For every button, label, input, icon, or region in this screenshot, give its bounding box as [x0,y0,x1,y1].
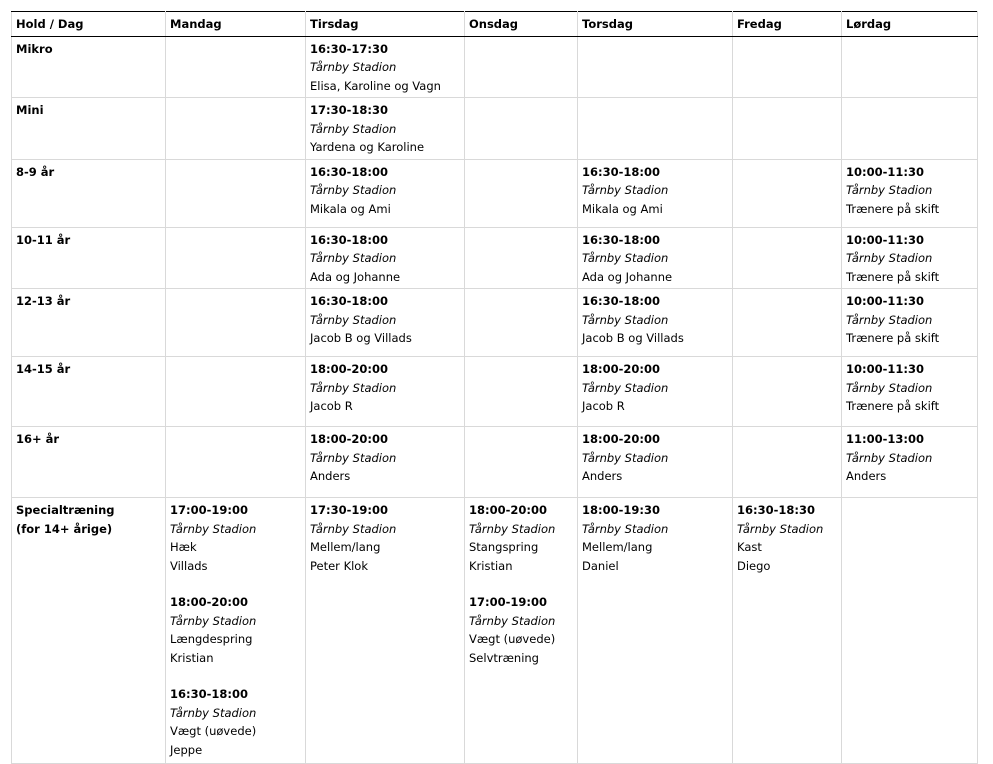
session-location: Tårnby Stadion [469,613,556,628]
session-detail: Anders [582,469,623,483]
session-detail: Stangspring [469,540,539,554]
session-time: 16:30-17:30 [310,41,388,56]
session-detail: Vægt (uøvede) [469,632,556,646]
session-time: 16:30-18:00 [582,164,660,179]
session-detail: Elisa, Karoline og Vagn [310,78,441,93]
schedule-cell [465,227,578,289]
session-location: Tårnby Stadion [582,183,669,197]
session-location: Tårnby Stadion [170,705,257,720]
session-detail: Daniel [582,558,619,573]
schedule-cell [306,98,465,160]
column-header-friday: Fredag [733,12,842,37]
team-name-cell [12,159,166,227]
session-block [170,685,301,759]
team-name-cell [12,357,166,427]
session-location: Tårnby Stadion [310,450,397,465]
session-detail: Jacob R [310,399,353,413]
session-detail: Kristian [469,558,513,573]
team-name-cell [12,36,166,98]
session-detail: Anders [846,469,887,483]
schedule-cell [733,289,842,357]
schedule-cell [166,227,306,289]
schedule-cell [733,357,842,427]
schedule-cell [842,498,978,764]
team-name-line: Specialtræning [16,503,115,517]
session-block [310,231,460,287]
session-time: 18:00-20:00 [170,595,248,609]
session-block [846,360,973,416]
schedule-cell [465,159,578,227]
session-location: Tårnby Stadion [310,521,397,536]
column-header-monday: Mandag [166,12,306,37]
session-block [582,360,728,416]
session-block [582,501,728,575]
team-name-line: 12-13 år [16,294,71,308]
column-header-team-day: Hold / Dag [12,12,166,37]
session-block [846,163,973,219]
session-block [310,163,460,219]
team-name-cell [12,289,166,357]
session-detail: Trænere på skift [846,331,940,345]
session-time: 17:00-19:00 [469,595,547,609]
session-location: Tårnby Stadion [310,312,397,327]
schedule-cell [306,289,465,357]
session-location: Tårnby Stadion [310,380,397,395]
schedule-cell [578,159,733,227]
session-detail: Trænere på skift [846,201,940,216]
session-location: Tårnby Stadion [737,521,824,536]
session-block [310,40,460,96]
session-detail: Ada og Johanne [582,269,673,284]
session-detail: Mellem/lang [582,540,653,554]
schedule-body [12,36,978,764]
schedule-row [12,98,978,160]
schedule-cell [306,36,465,98]
schedule-cell [465,98,578,160]
schedule-cell [465,357,578,427]
team-name-cell [12,227,166,289]
team-name-line: 8-9 år [16,164,55,179]
session-location: Tårnby Stadion [582,521,669,536]
schedule-cell [578,98,733,160]
session-block [582,163,728,219]
session-block [310,292,460,348]
team-name-cell [12,498,166,764]
schedule-cell [306,227,465,289]
session-detail: Jacob B og Villads [310,331,412,345]
schedule-cell [733,98,842,160]
schedule-cell [306,357,465,427]
session-detail: Mikala og Ami [582,201,663,216]
session-time: 10:00-11:30 [846,164,924,179]
schedule-cell [733,36,842,98]
team-name-line: 10-11 år [16,232,71,247]
schedule-cell [842,159,978,227]
session-location: Tårnby Stadion [846,380,933,395]
session-location: Tårnby Stadion [310,183,397,197]
session-detail: Mikala og Ami [310,201,391,216]
schedule-row [12,498,978,764]
session-time: 11:00-13:00 [846,432,924,446]
session-detail: Længdespring [170,632,253,646]
session-time: 18:00-19:30 [582,503,660,517]
schedule-cell [842,98,978,160]
schedule-cell [306,159,465,227]
session-detail: Anders [310,469,351,483]
schedule-cell [166,159,306,227]
schedule-cell [166,289,306,357]
session-time: 18:00-20:00 [310,362,388,376]
schedule-row [12,357,978,427]
schedule-cell [578,227,733,289]
session-location: Tårnby Stadion [582,251,669,265]
session-location: Tårnby Stadion [310,251,397,265]
session-location: Tårnby Stadion [170,613,257,628]
schedule-cell [842,427,978,498]
schedule-cell [733,427,842,498]
schedule-cell [465,36,578,98]
schedule-cell [166,498,306,764]
session-time: 18:00-20:00 [582,432,660,446]
team-name-cell [12,427,166,498]
schedule-cell [842,289,978,357]
schedule-cell [306,498,465,764]
schedule-cell [166,36,306,98]
schedule-cell [842,227,978,289]
schedule-cell [465,427,578,498]
schedule-row [12,36,978,98]
schedule-row [12,427,978,498]
team-name-line: (for 14+ årige) [16,521,113,536]
schedule-cell [306,427,465,498]
schedule-row [12,159,978,227]
schedule-cell [733,227,842,289]
session-block [582,430,728,486]
session-detail: Villads [170,558,208,573]
session-location: Tårnby Stadion [170,521,257,536]
session-detail: Kast [737,540,762,554]
session-block [582,292,728,348]
session-time: 16:30-18:00 [170,687,248,701]
session-detail: Vægt (uøvede) [170,724,257,738]
session-time: 10:00-11:30 [846,362,924,376]
session-location: Tårnby Stadion [846,183,933,197]
session-time: 17:30-19:00 [310,503,388,517]
session-time: 16:30-18:00 [310,164,388,179]
session-time: 16:30-18:00 [582,232,660,247]
session-block [846,292,973,348]
session-time: 17:00-19:00 [170,503,248,517]
session-time: 16:30-18:00 [310,294,388,308]
team-name-line: Mikro [16,41,53,56]
schedule-cell [733,498,842,764]
session-block [310,501,460,575]
session-location: Tårnby Stadion [582,450,669,465]
schedule-cell [465,498,578,764]
team-name-cell [12,98,166,160]
session-detail: Peter Klok [310,558,368,573]
column-header-wednesday: Onsdag [465,12,578,37]
schedule-cell [465,289,578,357]
session-time: 16:30-18:30 [737,503,815,517]
session-time: 18:00-20:00 [469,503,547,517]
schedule-cell [166,357,306,427]
header-row [12,12,978,37]
session-detail: Jacob R [582,399,625,413]
session-time: 18:00-20:00 [310,432,388,446]
column-header-thursday: Torsdag [578,12,733,37]
session-detail: Trænere på skift [846,399,940,413]
session-detail: Jacob B og Villads [582,331,684,345]
session-detail: Jeppe [170,742,203,757]
session-block [170,501,301,575]
session-detail: Diego [737,558,771,573]
schedule-cell [166,427,306,498]
schedule-cell [842,36,978,98]
schedule-cell [842,357,978,427]
team-name-line: 16+ år [16,432,60,446]
session-detail: Hæk [170,540,197,554]
session-time: 10:00-11:30 [846,232,924,247]
schedule-cell [733,159,842,227]
session-time: 16:30-18:00 [582,294,660,308]
team-name-line: Mini [16,103,44,117]
session-detail: Ada og Johanne [310,269,401,284]
session-block [310,430,460,486]
session-location: Tårnby Stadion [310,60,397,74]
session-block [737,501,837,575]
session-location: Tårnby Stadion [582,312,669,327]
schedule-cell [578,427,733,498]
session-location: Tårnby Stadion [310,121,397,136]
team-name-line: 14-15 år [16,362,71,376]
session-block [310,101,460,157]
session-detail: Mellem/lang [310,540,381,554]
training-schedule-table [11,11,978,764]
schedule-cell [578,498,733,764]
session-time: 16:30-18:00 [310,232,388,247]
session-block [170,593,301,667]
session-detail: Yardena og Karoline [310,140,425,154]
session-detail: Trænere på skift [846,269,940,284]
session-block [469,501,573,575]
schedule-cell [578,36,733,98]
session-time: 18:00-20:00 [582,362,660,376]
session-block [846,430,973,486]
session-block [469,593,573,667]
session-location: Tårnby Stadion [469,521,556,536]
schedule-row [12,227,978,289]
session-detail: Kristian [170,650,214,665]
session-block [582,231,728,287]
schedule-cell [578,289,733,357]
session-time: 17:30-18:30 [310,103,388,117]
session-location: Tårnby Stadion [846,450,933,465]
session-block [846,231,973,287]
column-header-saturday: Lørdag [842,12,978,37]
session-location: Tårnby Stadion [582,380,669,395]
schedule-cell [578,357,733,427]
session-detail: Selvtræning [469,650,539,665]
session-block [310,360,460,416]
session-time: 10:00-11:30 [846,294,924,308]
session-location: Tårnby Stadion [846,312,933,327]
schedule-cell [166,98,306,160]
schedule-row [12,289,978,357]
column-header-tuesday: Tirsdag [306,12,465,37]
session-location: Tårnby Stadion [846,251,933,265]
